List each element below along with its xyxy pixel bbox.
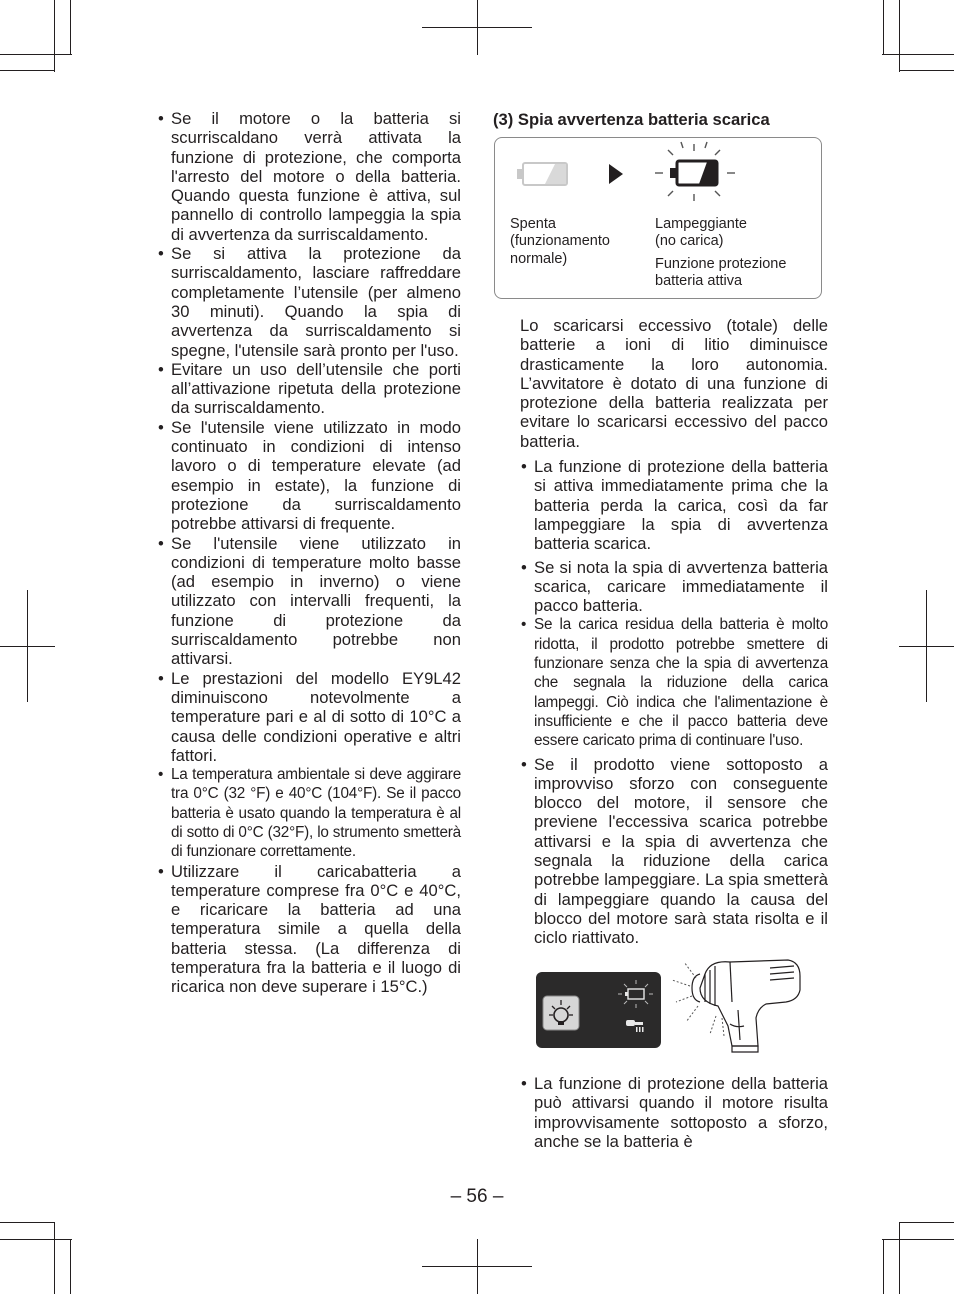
- bullet-low-residual-charge: • Se la carica residua della batteria è molto ridotta, il prodotto potrebbe smettere di funzionare senza che la spia di avvertenza che segnala la riduzione della carica lampeggi. Ciò indica che l'alimentazione è insufficiente e che il pacco batteria deve essere caricato prima di continuare l'uso.: [520, 615, 828, 750]
- intro-paragraph: Lo scaricarsi eccessivo (totale) delle batterie a ioni di litio diminuisce drasticamente la loro autonomia. L’avvitatore è dotato di una funzione di protezione della batteria realizzata per evitare lo scaricarsi eccessivo del pacco batteria.: [520, 316, 828, 451]
- control-panel-illustration: [536, 972, 661, 1048]
- bullet-motor-lock: • Se il prodotto viene sottoposto a improvviso sforzo con conseguente blocco del motore, il sensore che previene l'eccessiva scarica potrebbe attivarsi e la spia di avvertenza che segnala la riduzione della carica potrebbe lampeggiare. La spia smetterà di lampeggiare quando la causa del blocco del motore sarà stata risolta e il ciclo riattivato.: [520, 755, 828, 948]
- bullet-low-temperature: • Se l'utensile viene utilizzato in condizioni di temperature molto basse (ad esempio in inverno) o viene utilizzato con intervalli frequenti, la funzione di protezione da surriscaldamento potrebbe non attivarsi.: [157, 534, 461, 669]
- caption-blinking: Lampeggiante (no carica): [655, 216, 747, 250]
- bullet-ey9l42: • Le prestazioni del modello EY9L42 diminuiscono notevolmente a temperature pari e al di sotto di 10°C a causa delle condizioni operative e altri fattori.: [157, 669, 461, 765]
- caption-function: Funzione protezione batteria attiva: [655, 256, 787, 290]
- bullet-cool-down: • Se si attiva la protezione da surriscaldamento, lasciare raffreddare completamente l’utensile (per almeno 30 minuti). Quando la spia di avvertenza da surriscaldamento si spegne, l'utensile sarà pronto per l'uso.: [157, 244, 461, 360]
- arrow-right-icon: [609, 164, 623, 184]
- bullet-ambient-temperature: • La temperatura ambientale si deve aggirare tra 0°C (32 °F) e 40°C (104°F). Se il pacco batteria è usato quando la temperatura è al di sotto di 0°C (32°F), lo strumento smetterà di funzionare correttamente.: [157, 765, 461, 861]
- battery-indicator-icon: [618, 980, 653, 1008]
- light-button-icon: [543, 996, 579, 1030]
- bullet-protection-activation: • La funzione di protezione della batteria si attiva immediatamente prima che la batteria perda la carica, così da far lampeggiare la spia di avvertenza batteria scarica.: [520, 457, 828, 553]
- bullet-avoid-repeat: • Evitare un uso dell’utensile che porti all’attivazione ripetuta della protezione da surriscaldamento.: [157, 360, 461, 418]
- bullet-charge-immediately: • Se si nota la spia di avvertenza batteria scarica, caricare immediatamente il pacco batteria.: [520, 558, 828, 616]
- right-column-continued: [520, 1074, 828, 1151]
- right-column: [520, 316, 828, 948]
- bullet-continuous-use: • Se l'utensile viene utilizzato in modo continuato in condizioni di intenso lavoro o di temperature elevate (ad esempio in estate), la funzione di protezione da surriscaldamento potrebbe attivarsi di frequente.: [157, 418, 461, 534]
- battery-blinking-icon: [655, 142, 735, 201]
- left-column: [157, 109, 461, 997]
- indicator-panel: [494, 137, 822, 299]
- battery-off-icon: [517, 163, 567, 185]
- bullet-sudden-load: • La funzione di protezione della batteria può attivarsi quando il motore risulta improvvisamente sottoposto a sforzo, anche se la batteria è: [520, 1074, 828, 1151]
- drill-illustration: [670, 954, 810, 1054]
- bullet-charger-temperature: • Utilizzare il caricabatteria a temperature comprese fra 0°C e 40°C, e ricaricare la batteria ad una temperatura simile a quella della batteria stessa. (La differenza di temperatura fra la batteria e il luogo di ricarica non deve superare i 15°C.): [157, 862, 461, 997]
- section-title: (3) Spia avvertenza batteria scarica: [493, 110, 770, 129]
- overheat-indicator-icon: [626, 1020, 644, 1032]
- page-number: – 56 –: [450, 1186, 504, 1207]
- bullet-overheat-protection: • Se il motore o la batteria si scurriscaldano verrà attivata la funzione di protezione, che comporta l'arresto del motore o della batteria. Quando questa funzione è attiva, sul pannello di controllo lampeggia la spia di avvertenza da surriscaldamento.: [157, 109, 461, 244]
- caption-off: Spenta (funzionamento normale): [510, 216, 610, 267]
